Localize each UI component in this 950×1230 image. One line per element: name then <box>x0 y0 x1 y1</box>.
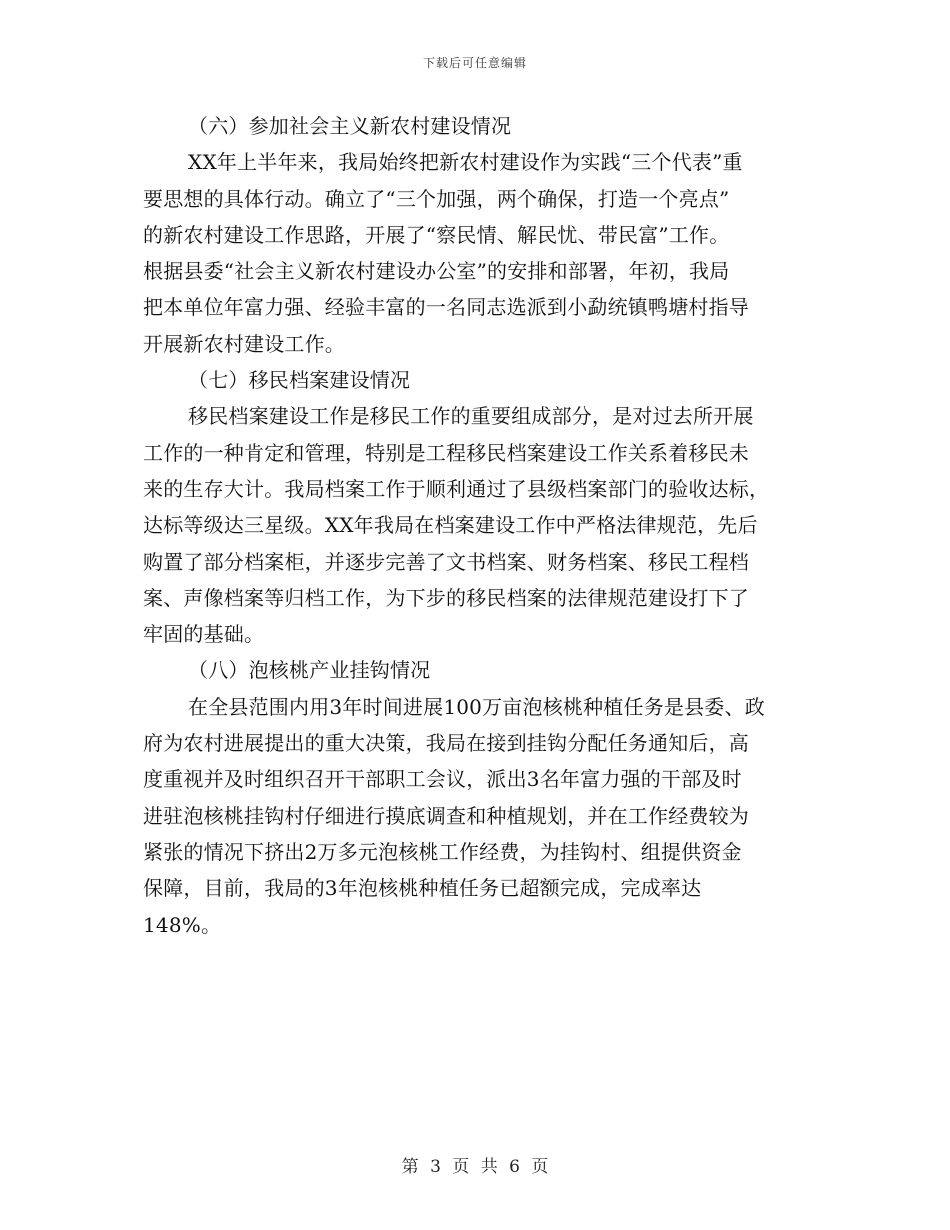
document-body <box>143 108 808 943</box>
paragraph-line: 的新农村建设工作思路，开展了“察民情、解民忧、带民富”工作。 <box>143 222 730 247</box>
paragraph-line: 进驻泡核桃挂钩村仔细进行摸底调查和种植规划，并在工作经费较为 <box>143 803 749 828</box>
paragraph-line: 开展新农村建设工作。 <box>143 331 345 356</box>
page-header: 下载后可任意编辑 <box>422 56 527 70</box>
paragraph-line: 购置了部分档案柜，并逐步完善了文书档案、财务档案、移民工程档 <box>143 549 749 574</box>
page-footer: 第 3 页 共 6 页 <box>401 1157 549 1177</box>
paragraph-line: 工作的一种肯定和管理，特别是工程移民档案建设工作关系着移民未 <box>143 440 749 465</box>
section-heading-6: （六）参加社会主义新农村建设情况 <box>188 114 512 138</box>
paragraph-line: 度重视并及时组织召开干部职工会议，派出3名年富力强的干部及时 <box>143 767 742 792</box>
paragraph-line: 来的生存大计。我局档案工作于顺利通过了县级档案部门的验收达标， <box>143 476 770 501</box>
section-heading-7: （七）移民档案建设情况 <box>188 368 411 393</box>
paragraph-line: 把本单位年富力强、经验丰富的一名同志选派到小勐统镇鸭塘村指导 <box>143 295 749 320</box>
paragraph-line: 移民档案建设工作是移民工作的重要组成部分，是对过去所开展 <box>188 404 754 429</box>
paragraph-line: 148%。 <box>143 912 222 937</box>
paragraph-line: XX年上半年来，我局始终把新农村建设作为实践“三个代表”重 <box>188 150 743 175</box>
paragraph-line: 案、声像档案等归档工作，为下步的移民档案的法律规范建设打下了 <box>143 585 749 610</box>
paragraph-line: 在全县范围内用3年时间进展100万亩泡核桃种植任务是县委、政 <box>188 694 765 719</box>
paragraph-line: 紧张的情况下挤出2万多元泡核桃工作经费，为挂钩村、组提供资金 <box>143 839 742 864</box>
paragraph-line: 牢固的基础。 <box>143 622 265 647</box>
paragraph-line: 达标等级达三星级。XX年我局在档案建设工作中严格法律规范，先后 <box>143 513 758 538</box>
paragraph-line: 要思想的具体行动。确立了“三个加强，两个确保，打造一个亮点” <box>143 186 730 211</box>
paragraph-line: 保障，目前，我局的3年泡核桃种植任务已超额完成，完成率达 <box>143 876 702 901</box>
paragraph-line: 府为农村进展提出的重大决策，我局在接到挂钩分配任务通知后，高 <box>143 731 749 756</box>
section-heading-8: （八）泡核桃产业挂钩情况 <box>188 658 431 683</box>
paragraph-line: 根据县委“社会主义新农村建设办公室”的安排和部署，年初，我局 <box>143 259 730 284</box>
